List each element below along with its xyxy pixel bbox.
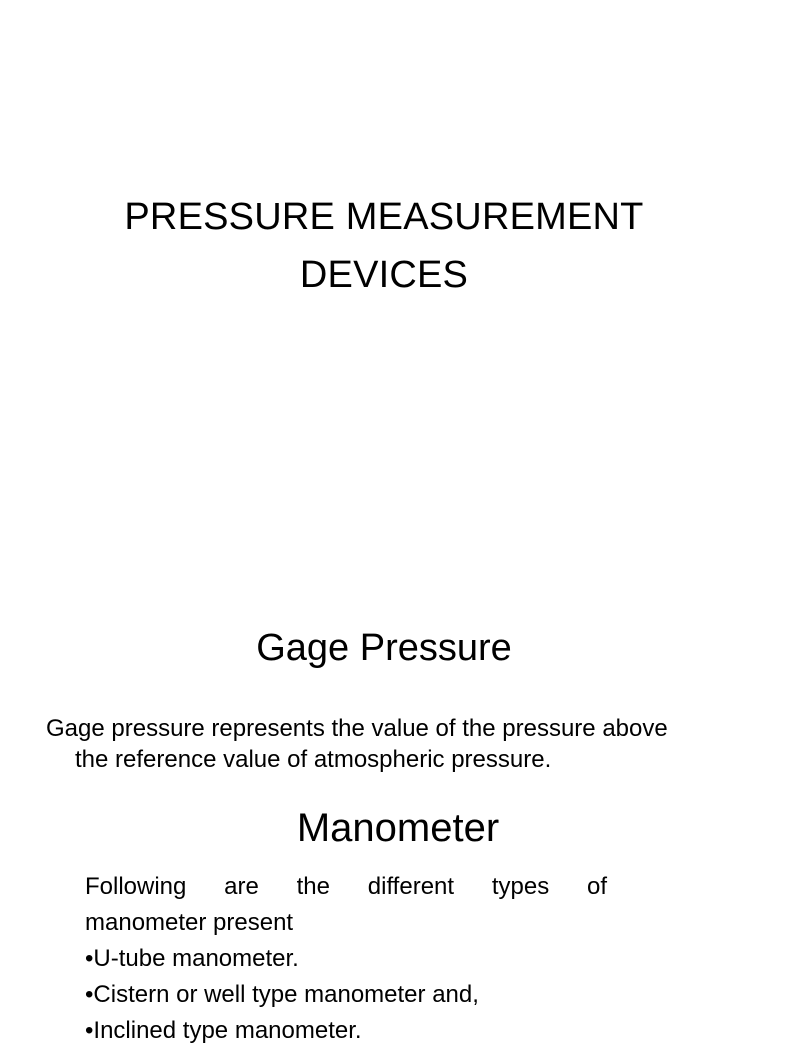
- list-item: •U-tube manometer.: [85, 945, 299, 972]
- manometer-types-list: [85, 869, 607, 1049]
- list-item: •Cistern or well type manometer and,: [85, 981, 479, 1008]
- definition-line-1: Gage pressure represents the value of the pressure above: [46, 715, 668, 742]
- gage-pressure-heading: Gage Pressure: [256, 627, 512, 669]
- title-line-1: PRESSURE MEASUREMENT: [124, 196, 644, 238]
- intro-line-2: manometer present: [85, 909, 294, 936]
- list-item: •Inclined type manometer.: [85, 1017, 362, 1044]
- page-title: [0, 188, 768, 304]
- title-line-2: DEVICES: [299, 254, 469, 296]
- gage-pressure-definition: [46, 713, 736, 775]
- manometer-heading: Manometer: [296, 806, 500, 850]
- definition-line-2: the reference value of atmospheric pressure.: [75, 746, 552, 773]
- slide-gage-pressure: [0, 576, 768, 1044]
- intro-line-1: Following are the different types of: [85, 873, 607, 900]
